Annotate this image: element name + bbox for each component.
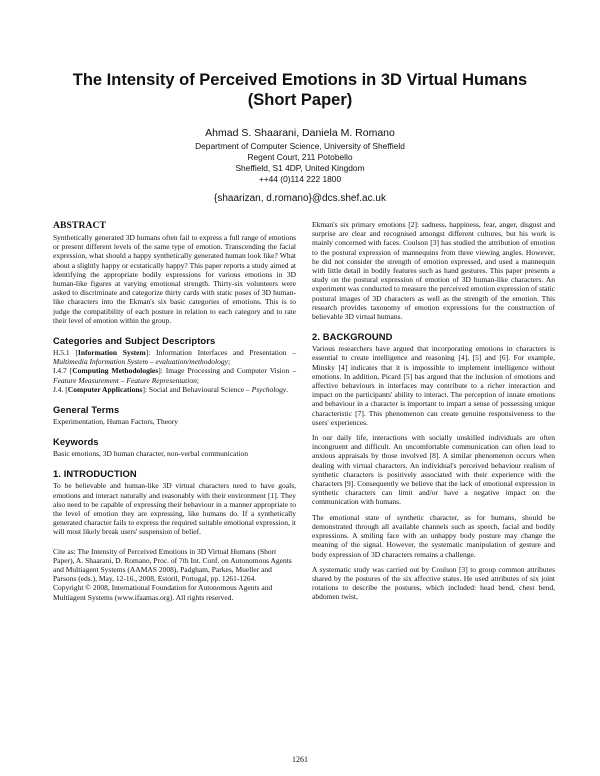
categories-heading: Categories and Subject Descriptors — [53, 335, 216, 347]
affiliation-line: Department of Computer Science, University of Sheffield — [195, 141, 405, 151]
author-emails: {shaarizan, d.romano}@dcs.shef.ac.uk — [214, 193, 386, 204]
category-descriptor: I.4.7 [Computing Methodologies]: Image Processing and Computer Vision – Feature Measurement – Feature Representation; — [53, 366, 297, 385]
citation-block — [53, 547, 296, 602]
abstract-text: Synthetically generated 3D humans often fail to express a full range of emotions or present different levels of the same type of emotion. Transcending the facial expression, what should a happy synthetically generated human look like? What about a slightly happy or ecstatically happy? This paper reports a study aimed at identifying the appropriate bodily expressions for various emotions in 3D human-like figures at varying emotional strength. Thirty-six volunteers were asked to discriminate and categorize thirty cards with static poses of 3D human-like characters into the Ekman's six basic categories of emotions. This is to judge the compatibility of each posture in relation to each category and to rate their level of emotion within the group. — [53, 233, 296, 325]
introduction-continuation: Ekman's six primary emotions [2]: sadness, happiness, fear, anger, disgust and surprise are clear and recognised amongst different cultures, but his work is mainly concerned with faces. Coulson [3] has studied the attribution of emotion to the postural expression of mannequins from three viewing angles. However, he did not consider the strength of emotion expressed, and used a mannequin with little detail in bodily features such as hand gestures. This paper presents a study on the postural expression of emotion of 3D human-like characters. An experiment was conducted to measure the perceived emotion expression of static postural images of 3D characters as well as the strength of the emotion. This research provides taxonomy of emotion expressions for the construction of believable 3D virtual humans. — [312, 220, 555, 322]
affiliation-line: Regent Court, 211 Potobello — [247, 152, 353, 162]
keywords-heading: Keywords — [53, 436, 99, 448]
paper-title-line-1: The Intensity of Perceived Emotions in 3D Virtual Humans — [72, 71, 528, 89]
affiliation-line: Sheffield, S1 4DP, United Kingdom — [235, 163, 365, 173]
general-terms-heading: General Terms — [53, 404, 120, 416]
affiliation-line: ++44 (0)114 222 1800 — [258, 174, 342, 184]
category-descriptor: H.5.1 [Information System]: Information Interfaces and Presentation – Multimedia Information System – evaluation/methodology; — [53, 348, 296, 367]
copyright-text: Copyright © 2008, International Foundation for Autonomous Agents and Multiagent Systems (www.ifaamas.org). All rights reserved. — [53, 583, 273, 602]
introduction-text: To be believable and human-like 3D virtual characters need to have goals, emotions and interact naturally and reasonably with their environment [1]. They also need to be capable of expressing their behaviour in a manner appropriate to the level of emotion they are expressing, like humans do. If a synthetically generated character fails to express the required suitable emotional expression, it will most likely break users' suspension of belief. — [53, 481, 296, 537]
abstract-heading: ABSTRACT — [53, 220, 107, 231]
left-column — [53, 220, 296, 602]
affiliation — [40, 141, 560, 185]
authors: Ahmad S. Shaarani, Daniela M. Romano — [205, 127, 395, 139]
citation-text: Cite as: The Intensity of Perceived Emotions in 3D Virtual Humans (Short Paper), A. Shaarani, D. Romano, Proc. of 7th Int. Conf. on Autonomous Agents and Multiagent Systems (AAMAS 2008), Padgham, Parkes, Mueller and Parsons (eds.), May, 12-16., 2008, Estoril, Portugal, pp. 1261-1264. — [53, 546, 292, 584]
page-number: 1261 — [292, 755, 308, 764]
background-paragraph: The emotional state of synthetic character, as for humans, should be demonstrated through all available channels such as speech, facial and bodily expressions. A smiling face with an unhappy body posture may change the meaning of the signal. However, the systematic manipulation of gesture and body expression of 3D characters remains a challenge. — [312, 512, 555, 559]
paper-title-line-2: (Short Paper) — [247, 91, 353, 109]
background-heading: 2. BACKGROUND — [312, 331, 393, 343]
paper-title — [40, 70, 560, 110]
general-terms-text: Experimentation, Human Factors, Theory — [53, 417, 179, 427]
keywords-text: Basic emotions, 3D human character, non-verbal communication — [53, 449, 249, 459]
background-paragraph: In our daily life, interactions with socially unskilled individuals are often incongruent and difficult. An uncomfortable communication can often lead to anxious appraisals by those involved [8]. A similar phenomenon occurs when dealing with virtual characters. An individual's perceived behaviour realism of synthetic characters is positively associated with their experience with the characters [9]. Consequently we believe that the lack of emotional expression in synthetic characters can limit and/or have a negative impact on the communication with humans. — [312, 433, 555, 507]
background-paragraph: A systematic study was carried out by Coulson [3] to group common attributes shared by the postures of the six affective states. He used attributes of six joint rotations to describe the postures, which included: head bend, chest bend, abdomen twist, — [312, 564, 555, 602]
background-paragraph: Various researchers have argued that incorporating emotions in characters is essential to create intelligence and reasoning [4], [5] and [6]. For example, Minsky [4] indicates that it is impossible to implement intelligence without emotions. In addition, Picard [5] has argued that the inclusion of emotions and affective behaviours in interfaces may contribute to a richer interaction and impact on the participants' ability to interact. The perception of innate emotions and behaviour in a character is important to impart a sense of possessing unique characteristic [7]. This phenomenon can create genuine responsiveness to the users' experiences. — [312, 344, 555, 427]
category-descriptor: J.4. [Computer Applications]: Social and Behavioural Science – Psychology. — [53, 384, 289, 394]
right-column — [312, 220, 555, 608]
introduction-heading: 1. INTRODUCTION — [53, 468, 137, 480]
